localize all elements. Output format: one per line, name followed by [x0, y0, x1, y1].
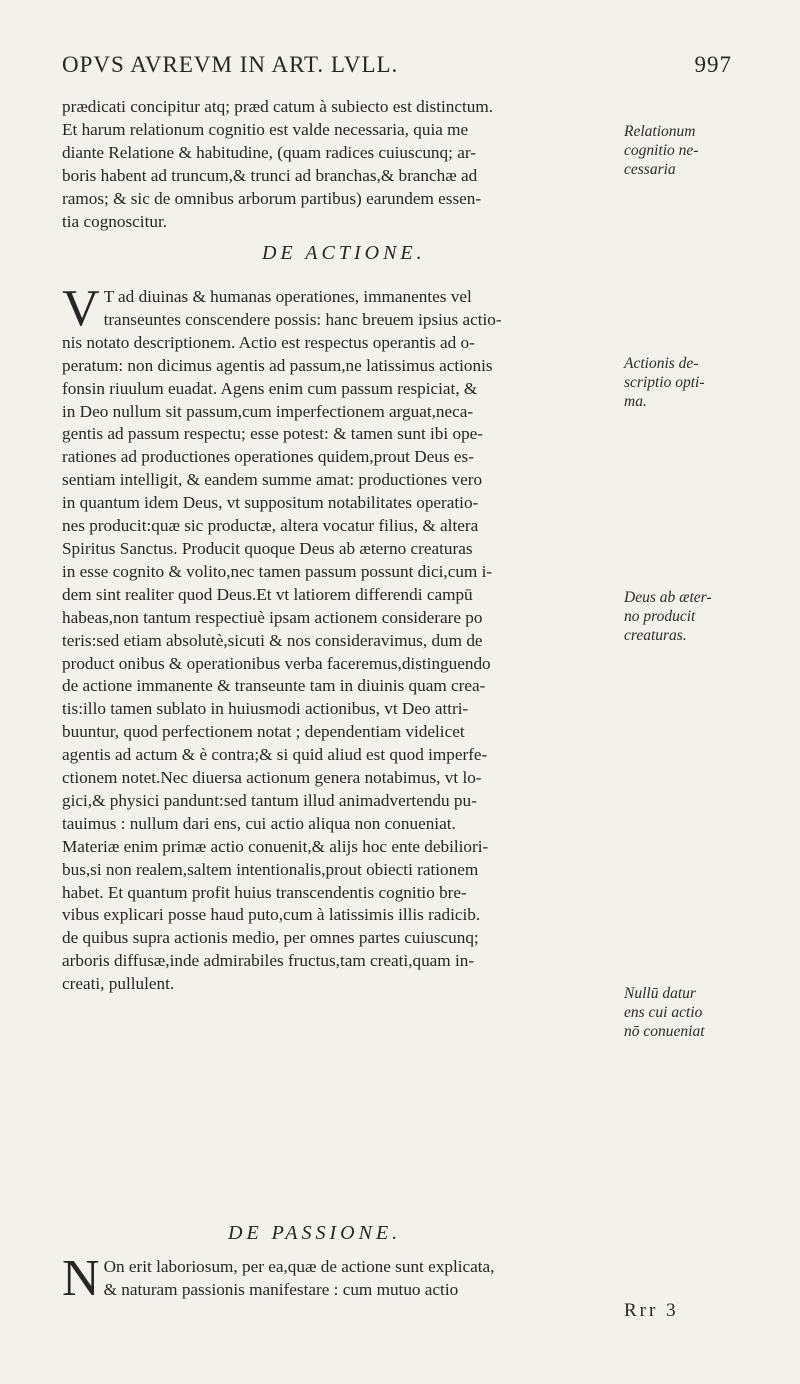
text-line: rationes ad productiones operationes quidem,prout Deus es-: [62, 447, 474, 467]
section-heading-actione: DE ACTIONE.: [262, 242, 426, 264]
text-line: vibus explicari posse haud puto,cum à latissimis illis radicib.: [62, 905, 481, 925]
margin-note-line: ma.: [624, 393, 647, 410]
text-line: tis:illo tamen sublato in huiusmodi actionibus, vt Deo attri-: [62, 699, 469, 719]
text-line: Et harum relationum cognitio est valde necessaria, quia me: [62, 119, 469, 139]
margin-note-relationum: [624, 122, 794, 179]
text-line: Materiæ enim primæ actio conuenit,& alijs hoc ente debiliori-: [62, 836, 489, 856]
margin-note-deus: [624, 588, 794, 645]
text-line: prædicati concipitur atq; præd catum à subiecto est distinctum.: [62, 97, 494, 116]
text-line: arboris diffusæ,inde admirabiles fructus,tam creati,quam in-: [62, 951, 475, 971]
text-line: & naturam passionis manifestare : cum mutuo actio: [103, 1279, 459, 1299]
page-number: 997: [694, 52, 732, 77]
text-line: transeuntes conscendere possis: hanc breuem ipsius actio-: [103, 309, 502, 329]
text-line: de quibus supra actionis medio, per omnes partes cuiuscunq;: [62, 928, 479, 948]
text-line: peratum: non dicimus agentis ad passum,ne latissimus actionis: [62, 355, 493, 375]
running-head: [62, 52, 732, 86]
margin-note-line: scriptio opti-: [624, 374, 705, 391]
text-line: in quantum idem Deus, vt suppositum notabilitates operatio-: [62, 493, 479, 513]
drop-cap: V: [62, 280, 100, 337]
text-line: On erit laboriosum, per ea,quæ de actione sunt explicata,: [103, 1257, 495, 1276]
text-line: ramos; & sic de omnibus arborum partibus) earundem essen-: [62, 188, 482, 208]
text-line: teris:sed etiam absolutè,sicuti & nos consideravimus, dum de: [62, 630, 483, 650]
margin-note-line: ens cui actio: [624, 1004, 703, 1021]
text-line: fonsin riuulum euadat. Agens enim cum passum respiciat, &: [62, 378, 478, 398]
intro-paragraph: [62, 96, 616, 233]
running-head-title: OPVS AVREVM IN ART. LVLL.: [62, 52, 399, 77]
margin-note-line: Deus ab æter-: [624, 589, 712, 606]
text-line: buuntur, quod perfectionem notat ; dependentiam videlicet: [62, 722, 465, 742]
text-line: agentis ad actum & è contra;& si quid aliud est quod imperfe-: [62, 745, 488, 765]
signature-mark: Rrr 3: [624, 1300, 679, 1321]
text-line: Spiritus Sanctus. Producit quoque Deus ab æterno creaturas: [62, 538, 473, 558]
margin-note-line: cognitio ne-: [624, 142, 699, 159]
margin-note-line: Actionis de-: [624, 355, 699, 372]
text-line: in Deo nullum sit passum,cum imperfectionem arguat,neca-: [62, 401, 474, 421]
text-line: T ad diuinas & humanas operationes, immanentes vel: [103, 287, 472, 306]
text-line: habeas,non tantum respectiuè ipsam actionem considerare po: [62, 607, 483, 627]
text-line: dem sint realiter quod Deus.Et vt latiorem differendi campū: [62, 584, 473, 604]
margin-note-line: creaturas.: [624, 627, 687, 644]
text-line: tia cognoscitur.: [62, 211, 168, 231]
text-line: product onibus & operationibus verba faceremus,distinguendo: [62, 653, 491, 673]
text-line: gentis ad passum respectu; esse potest: & tamen sunt ibi ope-: [62, 424, 484, 444]
drop-cap: N: [62, 1250, 100, 1307]
actione-paragraph: [62, 280, 616, 996]
margin-note-line: Relationum: [624, 123, 696, 140]
passione-paragraph: [62, 1250, 616, 1307]
text-line: nis notato descriptionem. Actio est respectus operantis ad o-: [62, 332, 475, 352]
text-line: sentiam intelligit, & eandem summe amat: productiones vero: [62, 470, 483, 490]
margin-note-line: no producit: [624, 608, 696, 625]
text-line: in esse cognito & volito,nec tamen passum possunt dici,cum i-: [62, 561, 493, 581]
margin-note-actionis: [624, 354, 794, 411]
margin-note-line: cessaria: [624, 161, 676, 178]
section-heading-passione: DE PASSIONE.: [228, 1222, 402, 1244]
text-line: diante Relatione & habitudine, (quam radices cuiuscunq; ar-: [62, 142, 476, 162]
text-line: creati, pullulent.: [62, 974, 175, 994]
text-line: boris habent ad truncum,& trunci ad branchas,& branchæ ad: [62, 165, 478, 185]
text-line: gici,& physici pandunt:sed tantum illud animadvertendu pu-: [62, 790, 477, 810]
text-line: bus,si non realem,saltem intentionalis,prout obiecti rationem: [62, 859, 479, 879]
text-line: tauimus : nullum dari ens, cui actio aliqua non conueniat.: [62, 813, 456, 833]
margin-note-line: nō conueniat: [624, 1023, 705, 1040]
text-line: nes producit:quæ sic productæ, altera vocatur filius, & altera: [62, 516, 479, 536]
text-line: habet. Et quantum profit huius transcendentis cognitio bre-: [62, 882, 467, 902]
text-line: de actione immanente & transeunte tam in diuinis quam crea-: [62, 676, 486, 696]
text-line: ctionem notet.Nec diuersa actionum genera notabimus, vt lo-: [62, 768, 482, 788]
margin-note-nullum: [624, 984, 794, 1041]
margin-note-line: Nullū datur: [624, 985, 696, 1002]
